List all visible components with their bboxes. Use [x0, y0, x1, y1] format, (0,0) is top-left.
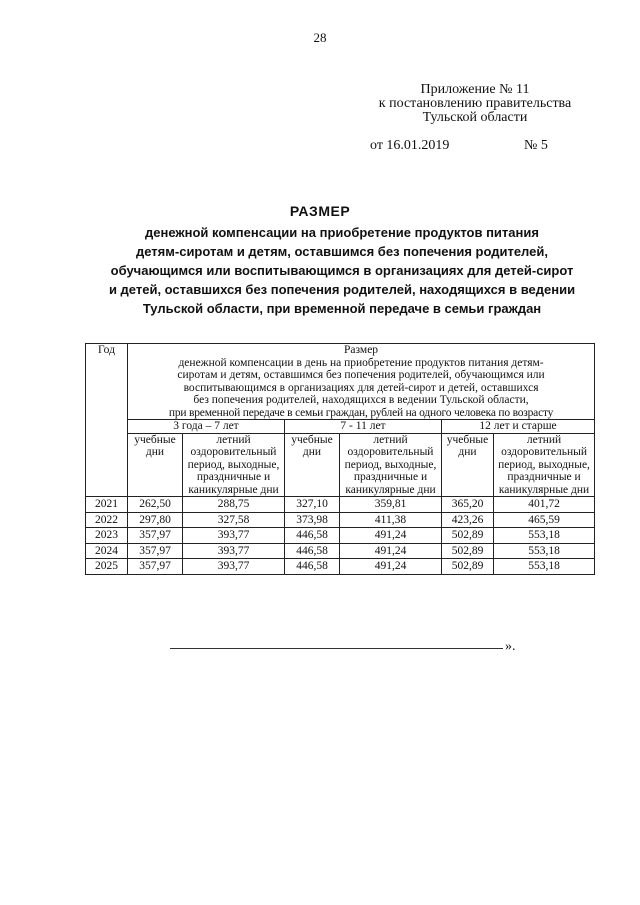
value-cell: 288,75 [183, 497, 285, 513]
value-cell: 393,77 [183, 559, 285, 575]
value-cell: 502,89 [442, 543, 494, 559]
age-group-7-11: 7 - 11 лет [285, 420, 442, 434]
year-cell: 2024 [86, 543, 128, 559]
value-cell: 411,38 [340, 512, 442, 528]
subtitle-line-3: обучающимся или воспитывающимся в организациях для детей-сирот [110, 263, 574, 278]
size-header-line-1: Размер [344, 344, 379, 356]
page-number: 28 [313, 30, 327, 45]
value-cell: 553,18 [494, 543, 595, 559]
table-row [86, 543, 595, 559]
summer-period-header: летний оздоровительный период, выходные, праздничные и каникулярные дни [183, 433, 285, 497]
value-cell: 327,58 [183, 512, 285, 528]
year-cell: 2021 [86, 497, 128, 513]
value-cell: 357,97 [128, 559, 183, 575]
value-cell: 446,58 [285, 559, 340, 575]
value-cell: 553,18 [494, 528, 595, 544]
subtitle-line-5: Тульской области, при временной передаче в семьи граждан [142, 301, 542, 316]
subtitle-line-4: и детей, оставшихся без попечения родителей, находящихся в ведении [108, 282, 576, 297]
subheader-row [86, 433, 595, 497]
school-days-header: учебные дни [128, 433, 183, 497]
value-cell: 491,24 [340, 528, 442, 544]
school-days-header: учебные дни [285, 433, 340, 497]
document-number: № 5 [524, 138, 548, 153]
value-cell: 327,10 [285, 497, 340, 513]
value-cell: 502,89 [442, 528, 494, 544]
value-cell: 393,77 [183, 528, 285, 544]
table-row [86, 497, 595, 513]
subtitle-line-1: денежной компенсации на приобретение продуктов питания [145, 225, 539, 240]
value-cell: 297,80 [128, 512, 183, 528]
year-header: Год [86, 344, 128, 497]
age-group-row [86, 420, 595, 434]
subtitle-line-2: детям-сиротам и детям, оставшимся без попечения родителей, [136, 244, 548, 259]
value-cell: 423,26 [442, 512, 494, 528]
school-days-header: учебные дни [442, 433, 494, 497]
value-cell: 359,81 [340, 497, 442, 513]
appendix-line-1: Приложение № 11 [420, 82, 530, 97]
size-header-line-3: сиротам и детям, оставшимся без попечения родителей, обучающимся или [177, 369, 545, 381]
size-header [128, 344, 595, 420]
document-title: РАЗМЕР [289, 203, 351, 219]
summer-period-header: летний оздоровительный период, выходные, праздничные и каникулярные дни [494, 433, 595, 497]
age-group-12-plus: 12 лет и старше [442, 420, 595, 434]
value-cell: 446,58 [285, 543, 340, 559]
size-header-line-5: без попечения родителей, находящихся в ведении Тульской области, [193, 394, 529, 406]
size-header-line-4: воспитывающимся в организациях для детей-сирот и детей, оставшихся [183, 381, 539, 394]
year-cell: 2023 [86, 528, 128, 544]
value-cell: 491,24 [340, 559, 442, 575]
document-date: от 16.01.2019 [370, 138, 450, 153]
value-cell: 365,20 [442, 497, 494, 513]
closing-quote-mark: ». [505, 639, 516, 654]
table-row [86, 512, 595, 528]
year-cell: 2022 [86, 512, 128, 528]
table-row [86, 559, 595, 575]
value-cell: 491,24 [340, 543, 442, 559]
table-header-row [86, 344, 595, 420]
year-cell: 2025 [86, 559, 128, 575]
value-cell: 553,18 [494, 559, 595, 575]
value-cell: 401,72 [494, 497, 595, 513]
summer-period-header: летний оздоровительный период, выходные, праздничные и каникулярные дни [340, 433, 442, 497]
value-cell: 465,59 [494, 512, 595, 528]
value-cell: 393,77 [183, 543, 285, 559]
compensation-table [85, 343, 595, 575]
size-header-line-2: денежной компенсации в день на приобретение продуктов питания детям- [178, 356, 544, 369]
size-header-line-6: при временной передаче в семьи граждан, рублей на одного человека по возрасту [168, 406, 554, 419]
value-cell: 262,50 [128, 497, 183, 513]
value-cell: 446,58 [285, 528, 340, 544]
table-row [86, 528, 595, 544]
value-cell: 357,97 [128, 528, 183, 544]
age-group-3-7: 3 года – 7 лет [128, 420, 285, 434]
value-cell: 373,98 [285, 512, 340, 528]
value-cell: 502,89 [442, 559, 494, 575]
value-cell: 357,97 [128, 543, 183, 559]
signature-line [170, 648, 503, 649]
appendix-line-2: к постановлению правительства [378, 96, 572, 111]
appendix-line-3: Тульской области [422, 110, 528, 125]
